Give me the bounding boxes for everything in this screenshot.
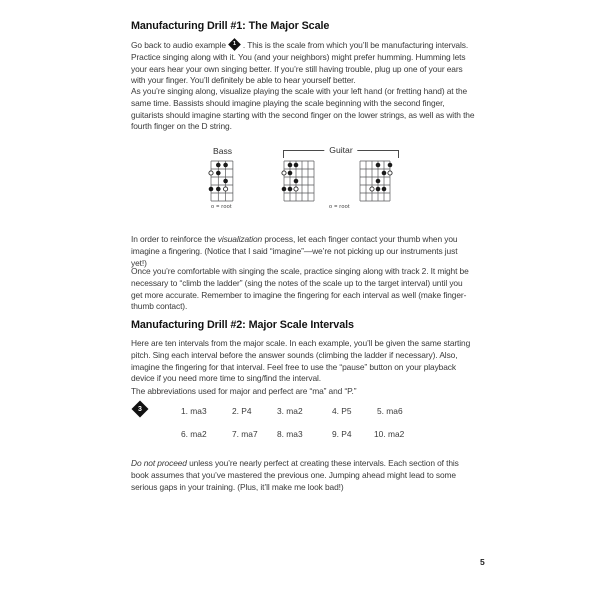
audio-track-1-icon: 1 (228, 38, 241, 51)
para-do-not-proceed (131, 458, 475, 493)
para-text: . This is the scale from which you’ll be manufacturing intervals. Practice singing along with it. You (and your neighbors) might prefer humming. Humming lets your ears hear your own singing better. If you’re still having trouble, plug up one of your ears with your finger. You’ll definitely be able to hear yourself better. (131, 40, 469, 86)
audio-track-3-icon: 3 (132, 401, 149, 418)
interval-item: 8. ma3 (277, 429, 303, 439)
interval-item: 5. ma6 (377, 406, 403, 416)
para-text: process, let each finger contact your thumb when you imagine a fingering. (Notice that I said “imagine”—we’re not picking up our instruments just yet!) (131, 234, 458, 268)
interval-item: 10. ma2 (374, 429, 405, 439)
para-ten-intervals: Here are ten intervals from the major scale. In each example, you’ll be given the same starting pitch. Sing each interval before the answer sounds (climbing the ladder if necessary). Also, imagine the fingering for that interval. Feel free to use the “pause” button on your playback device if you need more time to sing/find the interval. (131, 338, 471, 384)
guitar-root-legend: o = root (329, 204, 350, 210)
interval-item: 1. ma3 (181, 406, 207, 416)
para-visualization-reinforce (131, 234, 475, 269)
guitar-d-string-diagram (356, 157, 394, 210)
fretboard-diagrams (131, 144, 475, 219)
section2-title: Manufacturing Drill #2: Major Scale Intervals (131, 319, 354, 331)
interval-item: 6. ma2 (181, 429, 207, 439)
para-visualize-scale: As you’re singing along, visualize playing the scale with your left hand (or fretting hand) at the same time. Bassists should imagine playing the scale beginning with the second finger, guitarists should imagine starting with the second finger on the lower strings, as well as with the fourth finger on the D string. (131, 86, 475, 132)
page-number: 5 (480, 557, 485, 567)
bass-label: Bass (213, 146, 233, 156)
para-text-italic: visualization (217, 234, 263, 244)
interval-item: 3. ma2 (277, 406, 303, 416)
interval-item: 2. P4 (232, 406, 252, 416)
bass-fretboard-diagram (207, 157, 237, 210)
para-climb-ladder: Once you’re comfortable with singing the scale, practice singing along with track 2. It might be necessary to “climb the ladder” (sing the notes of the scale up to the target interval) until you get more accurate. Remember to imagine the fingering for each interval as well (make finger-thumb contact). (131, 266, 469, 312)
interval-item: 4. P5 (332, 406, 352, 416)
bass-root-legend: o = root (211, 204, 232, 210)
para-text: Go back to audio example (131, 40, 226, 50)
para-text-italic: Do not proceed (131, 458, 187, 468)
section1-title: Manufacturing Drill #1: The Major Scale (131, 20, 330, 32)
para-text: unless you’re nearly perfect at creating these intervals. Each section of this book assumes that you’ve mastered the previous one. Jumping ahead might lead to some serious gaps in your training. (Plus, it’ll make me look bad!) (131, 458, 459, 492)
guitar-label: Guitar (324, 145, 357, 155)
intervals-exercise (131, 400, 475, 448)
para-text: In order to reinforce the (131, 234, 218, 244)
para-abbreviations: The abbreviations used for major and perfect are “ma” and “P.” (131, 386, 357, 396)
guitar-low-strings-diagram (280, 157, 318, 210)
para-audio-example (131, 40, 475, 87)
interval-item: 7. ma7 (232, 429, 258, 439)
interval-item: 9. P4 (332, 429, 352, 439)
